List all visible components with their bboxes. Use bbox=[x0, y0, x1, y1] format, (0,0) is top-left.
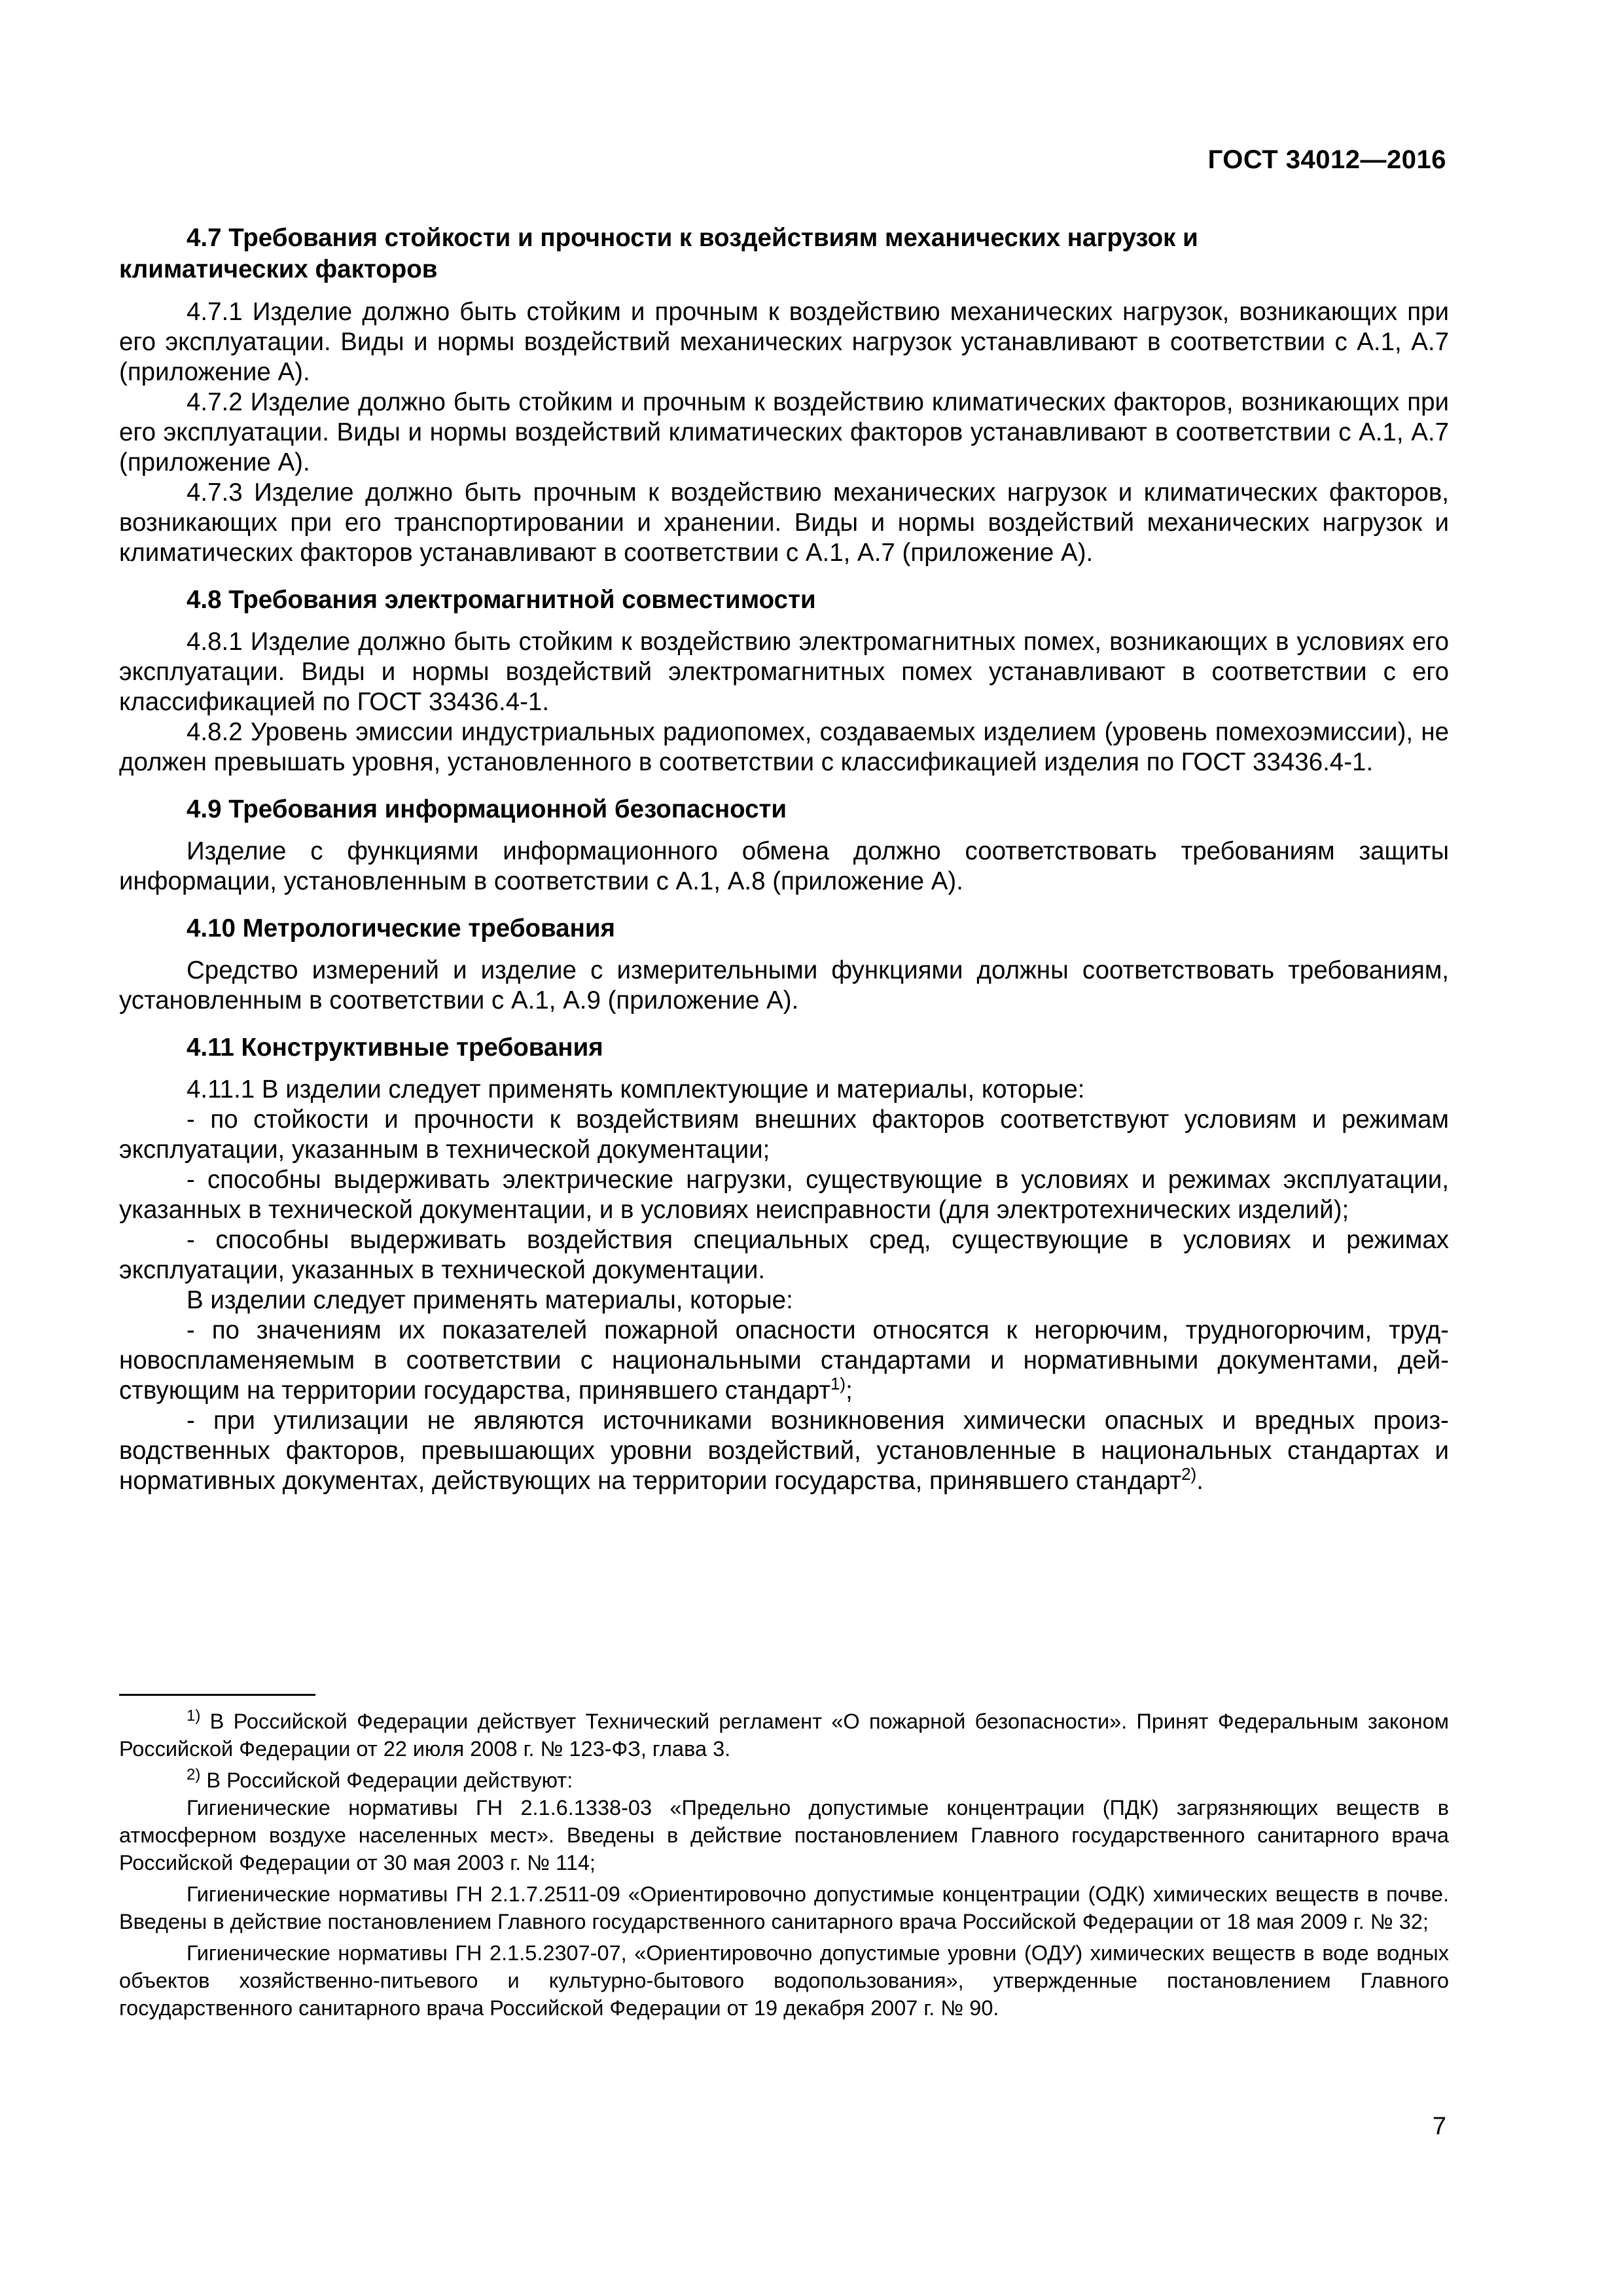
footnote-2 bbox=[119, 1767, 1449, 1794]
list-item-special-media: - способны выдерживать воздействия специальных сред, существующие в условиях и режимах эксплуатации, указанных в технической документации. bbox=[119, 1226, 1449, 1284]
section-4-11 bbox=[119, 1033, 1449, 1496]
section-body-4-8 bbox=[119, 627, 1449, 778]
section-body-4-10 bbox=[119, 956, 1449, 1016]
section-title-4-7 bbox=[119, 223, 1449, 285]
section-body-4-11 bbox=[119, 1075, 1449, 1496]
footnote-ref-2[interactable]: 2) bbox=[1181, 1464, 1197, 1484]
footnote-1 bbox=[119, 1708, 1449, 1763]
footnote-ref-1[interactable]: 1) bbox=[830, 1374, 846, 1393]
footnote-1-text: В Российской Федерации действует Технический регламент «О пожарной безопасности». Принят Федеральным законом Российской Федерации от 22 июля 2008 г. № 123-ФЗ, глава 3. bbox=[119, 1710, 1449, 1761]
footnote-2-text: В Российской Федерации действуют: bbox=[200, 1768, 573, 1792]
page-number: 7 bbox=[1432, 2113, 1446, 2140]
paragraph-4-7-1: 4.7.1 Изделие должно быть стойким и прочным к воздействию механических нагрузок, возникающих при его эксплуатации. Виды и нормы воздействий механических нагрузок устанавливают в соответствии с А.1, А.7 (приложение А). bbox=[119, 298, 1449, 386]
footnote-2-item-b: Гигиенические нормативы ГН 2.1.7.2511-09 «Ориентировочно допустимые концентрации (ОДК) химических веществ в почве. Введены в действие постановлением Главного государственного санитарного врача Российской Федерации от 18 мая 2009 г. № 32; bbox=[119, 1882, 1449, 1933]
section-4-8 bbox=[119, 585, 1449, 778]
list-item-disposal-text: - при утилизации не являются источниками возникновения химически опасных и вредных производственных факторов, превышающих уровни воздействий, установленные в национальных стандартах и нормативных документах, действующих на территории государства, принявшего стандарт bbox=[119, 1407, 1449, 1495]
section-title-4-8: 4.8 Требования электромагнитной совместимости bbox=[187, 586, 816, 614]
list-item-resistance: - по стойкости и прочности к воздействиям внешних факторов соответствуют условиям и режимам эксплуатации, указанным в технической документации; bbox=[119, 1105, 1449, 1164]
section-title-4-9: 4.9 Требования информационной безопасности bbox=[187, 795, 787, 823]
paragraph-4-10: Средство измерений и изделие с измерительными функциями должны соответствовать требованиям, установленным в соответствии с А.1, А.9 (приложение А). bbox=[119, 956, 1449, 1014]
section-title-4-7-line1: 4.7 Требования стойкости и прочности к воздействиям механических нагрузок и bbox=[187, 224, 1198, 252]
paragraph-4-9: Изделие с функциями информационного обмена должно соответствовать требованиям защиты информации, установленным в соответствии с А.1, А.8 (приложение А). bbox=[119, 837, 1449, 895]
section-title-4-10: 4.10 Метрологические требования bbox=[187, 914, 615, 942]
paragraph-4-7-3: 4.7.3 Изделие должно быть прочным к воздействию механических нагрузок и климатических факторов, возникающих при его транспортировании и хранении. Виды и нормы воздействий механических нагрузок и климатических факторов устанавливают в соответствии с А.1, А.7 (приложение А). bbox=[119, 478, 1449, 567]
section-body-4-7 bbox=[119, 297, 1449, 568]
list-item-fire-hazard-end: ; bbox=[846, 1376, 853, 1405]
document-id-header: ГОСТ 34012—2016 bbox=[1207, 145, 1446, 174]
footnote-2-item-a: Гигиенические нормативы ГН 2.1.6.1338-03 «Предельно допустимые концентрации (ПДК) загрязняющих веществ в атмосферном воздухе населенных мест». Введены в действие постановлением Главного государственного санитарного врача Российской Федерации от 30 мая 2003 г. № 114; bbox=[119, 1796, 1449, 1874]
paragraph-4-7-2: 4.7.2 Изделие должно быть стойким и прочным к воздействию климатических факторов, возникающих при его эксплуатации. Виды и нормы воздействий климатических факторов устанавливают в соответствии с А.1, А.7 (приложение А). bbox=[119, 388, 1449, 476]
section-4-7 bbox=[119, 223, 1449, 568]
paragraph-4-11-1: 4.11.1 В изделии следует применять комплектующие и материалы, которые: bbox=[187, 1075, 1085, 1103]
section-4-10 bbox=[119, 914, 1449, 1016]
list-item-fire-hazard-text: - по значениям их показателей пожарной опасности относятся к негорючим, трудногорючим, трудновоспламеняемым в соответствии с национальными стандартами и нормативными документами, действующим на территории государства, принявшего стандарт bbox=[119, 1316, 1449, 1405]
main-content bbox=[119, 223, 1449, 1496]
paragraph-4-8-2: 4.8.2 Уровень эмиссии индустриальных радиопомех, создаваемых изделием (уровень помехоэмиссии), не должен превышать уровня, установленного в соответствии с классификацией изделия по ГОСТ 33436.4-1. bbox=[119, 718, 1449, 776]
section-body-4-9 bbox=[119, 836, 1449, 897]
section-4-9 bbox=[119, 795, 1449, 897]
footnote-1-mark: 1) bbox=[187, 1707, 201, 1725]
paragraph-materials-intro: В изделии следует применять материалы, которые: bbox=[187, 1286, 793, 1314]
footnote-2-item-c: Гигиенические нормативы ГН 2.1.5.2307-07, «Ориентировочно допустимые уровни (ОДУ) химических веществ в воде водных объектов хозяйственно-питьевого и культурно-бытового водопользования», утвержденные постановлением Главного государственного санитарного врача Российской Федерации от 19 декабря 2007 г. № 90. bbox=[119, 1941, 1449, 2020]
footnote-divider bbox=[119, 1694, 315, 1696]
list-item-electrical-loads: - способны выдерживать электрические нагрузки, существующие в условиях и режимах эксплуатации, указанных в технической документации, и в условиях неисправности (для электротехнических изделий); bbox=[119, 1166, 1449, 1224]
paragraph-4-8-1: 4.8.1 Изделие должно быть стойким к воздействию электромагнитных помех, возникающих в условиях его эксплуатации. Виды и нормы воздействий электромагнитных помех устанавливают в соответствии с его классификацией по ГОСТ 33436.4-1. bbox=[119, 628, 1449, 716]
section-title-4-7-line2: климатических факторов bbox=[119, 255, 438, 283]
list-item-disposal bbox=[119, 1406, 1449, 1496]
section-title-4-11: 4.11 Конструктивные требования bbox=[187, 1033, 603, 1062]
list-item-fire-hazard bbox=[119, 1316, 1449, 1406]
footnotes bbox=[119, 1694, 1449, 2022]
footnote-2-mark: 2) bbox=[187, 1766, 201, 1784]
list-item-disposal-end: . bbox=[1196, 1467, 1204, 1495]
